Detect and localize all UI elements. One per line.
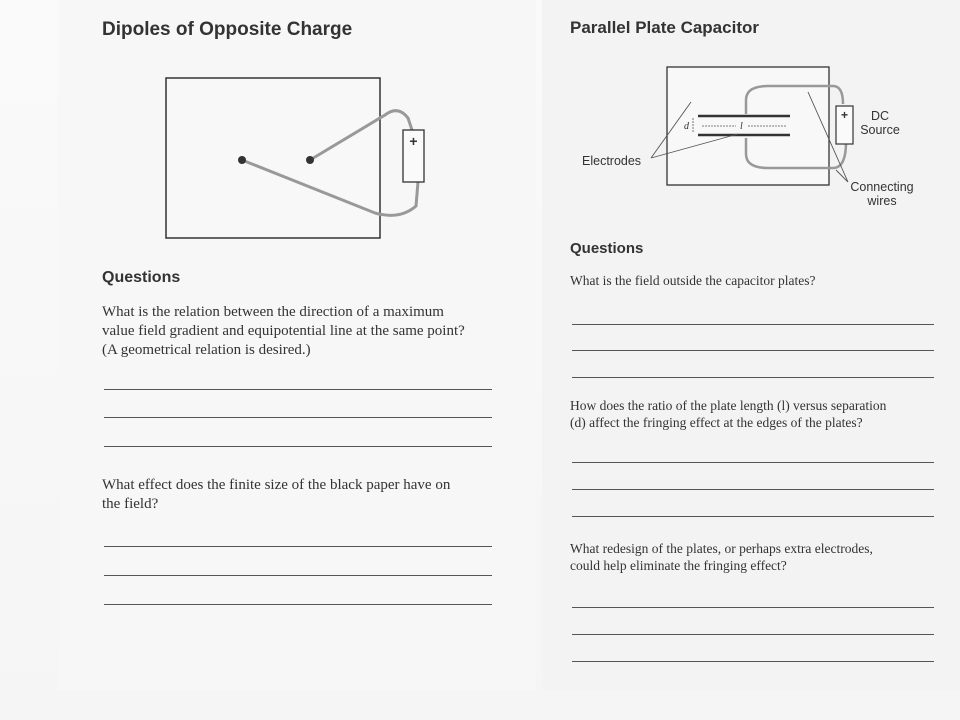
answer-line[interactable]	[572, 661, 934, 662]
paper-sheet	[166, 78, 380, 238]
left-questions-heading: Questions	[102, 269, 181, 286]
question-line: What redesign of the plates, or perhaps extra electrodes,	[570, 541, 873, 556]
question-line: (A geometrical relation is desired.)	[102, 342, 311, 358]
dc-source-label: DC	[870, 109, 890, 123]
charge-dot-right	[306, 156, 314, 164]
right-question-3	[570, 540, 873, 574]
answer-line[interactable]	[572, 324, 934, 325]
answer-line[interactable]	[572, 634, 934, 635]
answer-line[interactable]	[104, 575, 492, 576]
question-line: What is the relation between the direction of a maximum	[102, 304, 444, 320]
answer-line[interactable]	[572, 489, 934, 490]
answer-line[interactable]	[572, 516, 934, 517]
dipole-diagram	[160, 70, 440, 245]
separation-d-label: d	[684, 121, 689, 132]
answer-line[interactable]	[572, 350, 934, 351]
answer-line[interactable]	[104, 389, 492, 390]
answer-line[interactable]	[572, 462, 934, 463]
question-line: (d) affect the fringing effect at the edges of the plates?	[570, 415, 863, 430]
answer-line[interactable]	[572, 607, 934, 608]
capacitor-diagram	[578, 62, 918, 212]
connecting-wires-label: Connecting	[850, 180, 914, 194]
left-question-1	[102, 303, 465, 360]
dc-source-label: Source	[860, 123, 900, 137]
length-l-label: l	[740, 121, 743, 132]
right-question-1	[570, 272, 816, 289]
left-question-2	[102, 476, 450, 514]
question-line: What is the field outside the capacitor plates?	[570, 273, 816, 288]
electrodes-label: Electrodes	[582, 154, 642, 168]
connecting-wires-label: wires	[867, 194, 897, 208]
question-line: value field gradient and equipotential line at the same point?	[102, 323, 465, 339]
battery-plus-sign: +	[409, 133, 418, 149]
answer-line[interactable]	[572, 377, 934, 378]
answer-line[interactable]	[104, 604, 492, 605]
question-line: the field?	[102, 496, 159, 512]
battery-plus-sign: +	[840, 108, 849, 122]
right-questions-heading: Questions	[570, 240, 644, 257]
question-line: could help eliminate the fringing effect?	[570, 558, 787, 573]
answer-line[interactable]	[104, 417, 492, 418]
charge-dot-left	[238, 156, 246, 164]
dipoles-title: Dipoles of Opposite Charge	[102, 19, 353, 40]
question-line: What effect does the finite size of the black paper have on	[102, 477, 451, 493]
capacitor-title: Parallel Plate Capacitor	[570, 18, 759, 37]
answer-line[interactable]	[104, 446, 492, 447]
right-question-2	[570, 397, 886, 431]
question-line: How does the ratio of the plate length (l) versus separation	[570, 398, 887, 413]
answer-line[interactable]	[104, 546, 492, 547]
